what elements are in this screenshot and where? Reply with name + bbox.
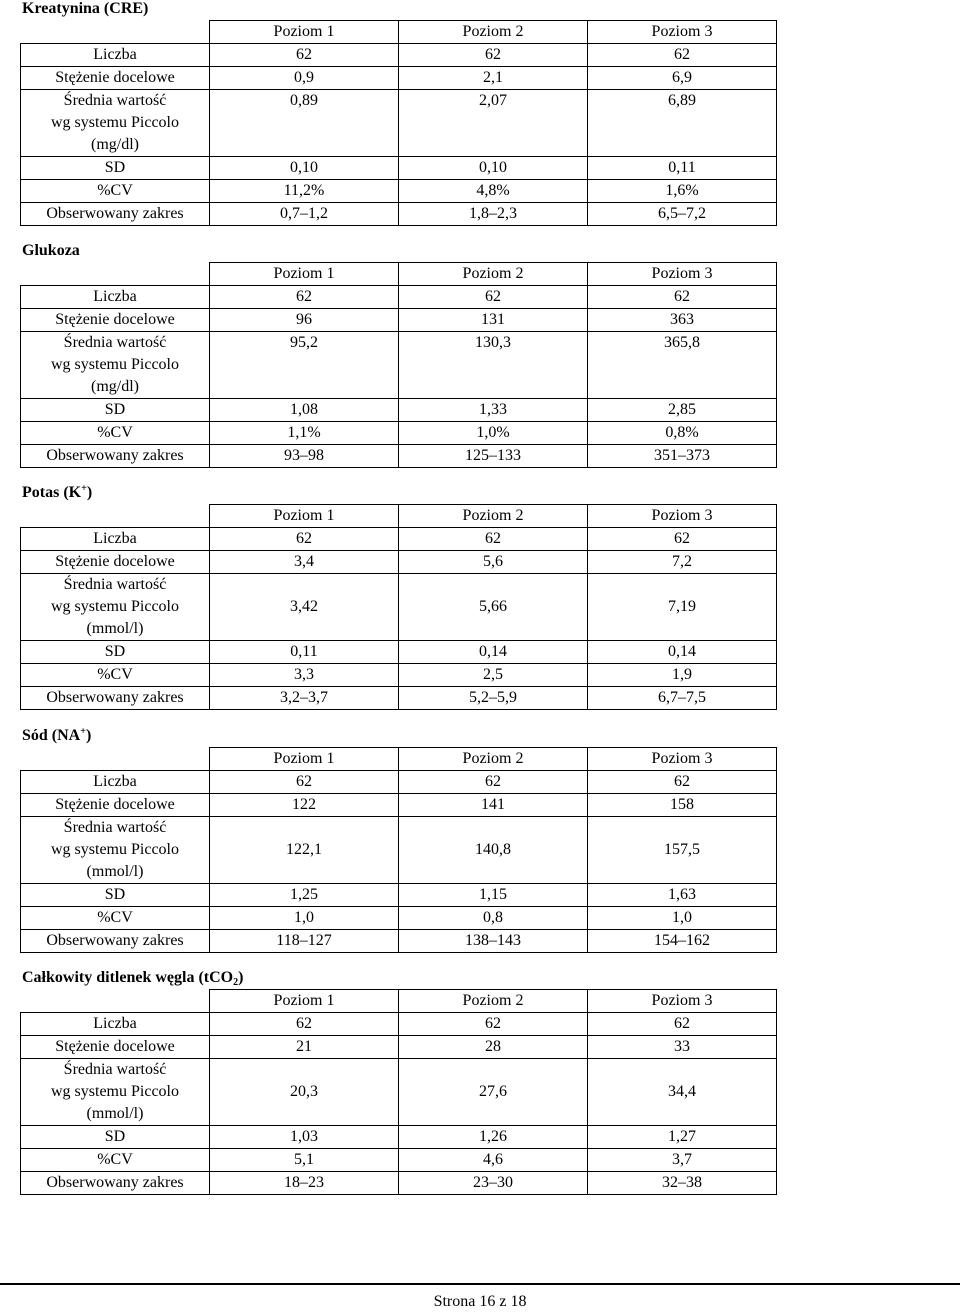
table-cell: 157,5 <box>588 817 777 884</box>
section-total-co2 <box>20 967 777 1195</box>
section-potassium <box>20 482 777 710</box>
table-cell: 6,9 <box>588 67 777 90</box>
table-cell: 122,1 <box>210 817 399 884</box>
row-label: %CV <box>21 664 210 687</box>
column-header: Poziom 1 <box>210 748 399 771</box>
table-cell: 1,9 <box>588 664 777 687</box>
table-cell: 62 <box>588 1013 777 1036</box>
table-cell: 0,11 <box>588 157 777 180</box>
column-header: Poziom 2 <box>399 990 588 1013</box>
row-cv <box>21 1149 777 1172</box>
row-label-line: Średnia wartość <box>63 576 167 593</box>
table-cell: 1,8–2,3 <box>399 203 588 226</box>
table-cell: 27,6 <box>399 1059 588 1126</box>
row-mean <box>21 90 777 157</box>
column-header: Poziom 1 <box>210 263 399 286</box>
section-title: Potas (K+) <box>22 483 93 501</box>
row-count <box>21 1013 777 1036</box>
row-label: %CV <box>21 422 210 445</box>
row-count <box>21 44 777 67</box>
page-number: Strona 16 z 18 <box>433 1293 527 1310</box>
row-label-line: Średnia wartość <box>63 92 167 109</box>
row-count <box>21 528 777 551</box>
table-cell: 363 <box>588 309 777 332</box>
table-cell: 0,8 <box>399 907 588 930</box>
section-creatinine <box>20 0 777 226</box>
row-label <box>21 90 210 157</box>
row-label: Obserwowany zakres <box>21 930 210 953</box>
row-count <box>21 771 777 794</box>
row-label-line: wg systemu Piccolo <box>51 356 179 373</box>
row-target <box>21 67 777 90</box>
header-row <box>21 505 777 528</box>
table-cell: 62 <box>399 771 588 794</box>
row-label: SD <box>21 399 210 422</box>
table-cell: 158 <box>588 794 777 817</box>
table-cell: 62 <box>588 528 777 551</box>
row-mean <box>21 1059 777 1126</box>
row-label: Stężenie docelowe <box>21 67 210 90</box>
table-cell: 2,5 <box>399 664 588 687</box>
row-label: Stężenie docelowe <box>21 1036 210 1059</box>
row-target <box>21 1036 777 1059</box>
table-cell: 20,3 <box>210 1059 399 1126</box>
table-cell: 0,14 <box>399 641 588 664</box>
table-cell: 0,10 <box>210 157 399 180</box>
table-cell: 62 <box>210 44 399 67</box>
section-title: Sód (NA+) <box>22 726 92 744</box>
table-cell: 0,89 <box>210 90 399 157</box>
row-target <box>21 794 777 817</box>
table-cell: 6,5–7,2 <box>588 203 777 226</box>
table-cell: 2,1 <box>399 67 588 90</box>
header-row <box>21 990 777 1013</box>
table-cell: 1,1% <box>210 422 399 445</box>
row-label-line: Średnia wartość <box>63 1061 167 1078</box>
row-label-unit: (mg/dl) <box>91 136 139 153</box>
table-cell: 1,08 <box>210 399 399 422</box>
table-cell: 62 <box>210 771 399 794</box>
row-mean <box>21 817 777 884</box>
table-cell: 140,8 <box>399 817 588 884</box>
table-cell: 28 <box>399 1036 588 1059</box>
table-cell: 2,07 <box>399 90 588 157</box>
column-header: Poziom 3 <box>588 748 777 771</box>
row-sd <box>21 1126 777 1149</box>
table-cell: 5,66 <box>399 574 588 641</box>
table-cell: 0,11 <box>210 641 399 664</box>
row-label: Liczba <box>21 44 210 67</box>
table-cell: 141 <box>399 794 588 817</box>
corner-cell <box>21 748 210 771</box>
header-row <box>21 21 777 44</box>
table-cell: 5,1 <box>210 1149 399 1172</box>
table-cell: 21 <box>210 1036 399 1059</box>
section-sodium <box>20 725 777 953</box>
table-cell: 3,7 <box>588 1149 777 1172</box>
table-cell: 125–133 <box>399 445 588 468</box>
section-title: Całkowity ditlenek węgla (tCO$_2$) <box>22 969 244 988</box>
row-range <box>21 445 777 468</box>
table-cell: 23–30 <box>399 1172 588 1195</box>
table-cell: 32–38 <box>588 1172 777 1195</box>
row-label-unit: (mmol/l) <box>86 863 144 880</box>
table-cell: 96 <box>210 309 399 332</box>
table-cell: 62 <box>399 528 588 551</box>
table-cell: 6,89 <box>588 90 777 157</box>
table-cell: 0,8% <box>588 422 777 445</box>
table-cell: 95,2 <box>210 332 399 399</box>
table-cell: 2,85 <box>588 399 777 422</box>
section-title: Kreatynina (CRE) <box>22 0 149 17</box>
row-range <box>21 203 777 226</box>
table-cell: 3,2–3,7 <box>210 687 399 710</box>
table-cell: 62 <box>210 528 399 551</box>
row-count <box>21 286 777 309</box>
table-cell: 6,7–7,5 <box>588 687 777 710</box>
row-label-line: wg systemu Piccolo <box>51 598 179 615</box>
table-cell: 1,0 <box>588 907 777 930</box>
row-label <box>21 817 210 884</box>
column-header: Poziom 3 <box>588 505 777 528</box>
row-label: Liczba <box>21 771 210 794</box>
table-cell: 62 <box>399 44 588 67</box>
row-label-line: wg systemu Piccolo <box>51 1083 179 1100</box>
table-cell: 62 <box>210 1013 399 1036</box>
row-target <box>21 551 777 574</box>
row-range <box>21 930 777 953</box>
column-header: Poziom 2 <box>399 748 588 771</box>
table-cell: 11,2% <box>210 180 399 203</box>
table-cell: 118–127 <box>210 930 399 953</box>
results-table <box>20 262 777 468</box>
table-cell: 3,4 <box>210 551 399 574</box>
table-cell: 1,25 <box>210 884 399 907</box>
table-cell: 34,4 <box>588 1059 777 1126</box>
table-cell: 1,6% <box>588 180 777 203</box>
row-label: SD <box>21 641 210 664</box>
results-table <box>20 989 777 1195</box>
row-label: Stężenie docelowe <box>21 309 210 332</box>
row-label: Obserwowany zakres <box>21 203 210 226</box>
table-cell: 131 <box>399 309 588 332</box>
table-cell: 7,2 <box>588 551 777 574</box>
table-cell: 3,42 <box>210 574 399 641</box>
column-header: Poziom 2 <box>399 505 588 528</box>
row-label: Obserwowany zakres <box>21 445 210 468</box>
row-range <box>21 687 777 710</box>
results-table <box>20 747 777 953</box>
row-label-line: Średnia wartość <box>63 334 167 351</box>
table-cell: 138–143 <box>399 930 588 953</box>
row-label <box>21 1059 210 1126</box>
row-cv <box>21 422 777 445</box>
row-label: Liczba <box>21 528 210 551</box>
table-cell: 4,6 <box>399 1149 588 1172</box>
row-label: %CV <box>21 907 210 930</box>
table-cell: 1,0% <box>399 422 588 445</box>
table-cell: 18–23 <box>210 1172 399 1195</box>
column-header: Poziom 1 <box>210 990 399 1013</box>
row-target <box>21 309 777 332</box>
column-header: Poziom 2 <box>399 263 588 286</box>
row-label: %CV <box>21 180 210 203</box>
table-cell: 7,19 <box>588 574 777 641</box>
table-cell: 154–162 <box>588 930 777 953</box>
row-sd <box>21 399 777 422</box>
row-label: Liczba <box>21 1013 210 1036</box>
table-cell: 1,15 <box>399 884 588 907</box>
table-cell: 122 <box>210 794 399 817</box>
row-label: Stężenie docelowe <box>21 794 210 817</box>
column-header: Poziom 3 <box>588 263 777 286</box>
table-cell: 1,33 <box>399 399 588 422</box>
table-cell: 130,3 <box>399 332 588 399</box>
row-label-line: Średnia wartość <box>63 819 167 836</box>
table-cell: 1,03 <box>210 1126 399 1149</box>
section-glucose <box>20 240 777 468</box>
row-label: SD <box>21 1126 210 1149</box>
row-label: Stężenie docelowe <box>21 551 210 574</box>
row-label <box>21 332 210 399</box>
table-cell: 5,6 <box>399 551 588 574</box>
section-title: Glukoza <box>22 242 80 259</box>
row-sd <box>21 157 777 180</box>
row-label: Liczba <box>21 286 210 309</box>
table-cell: 62 <box>210 286 399 309</box>
row-cv <box>21 664 777 687</box>
table-cell: 1,27 <box>588 1126 777 1149</box>
column-header: Poziom 1 <box>210 505 399 528</box>
row-mean <box>21 574 777 641</box>
row-sd <box>21 884 777 907</box>
row-cv <box>21 180 777 203</box>
table-cell: 1,26 <box>399 1126 588 1149</box>
row-label-unit: (mg/dl) <box>91 378 139 395</box>
table-cell: 4,8% <box>399 180 588 203</box>
table-cell: 62 <box>399 286 588 309</box>
corner-cell <box>21 990 210 1013</box>
corner-cell <box>21 263 210 286</box>
column-header: Poziom 1 <box>210 21 399 44</box>
table-cell: 5,2–5,9 <box>399 687 588 710</box>
row-cv <box>21 907 777 930</box>
corner-cell <box>21 21 210 44</box>
row-label: %CV <box>21 1149 210 1172</box>
row-label: SD <box>21 884 210 907</box>
row-label-line: wg systemu Piccolo <box>51 114 179 131</box>
row-label: SD <box>21 157 210 180</box>
header-row <box>21 748 777 771</box>
row-mean <box>21 332 777 399</box>
table-cell: 1,0 <box>210 907 399 930</box>
footer-divider <box>0 1283 960 1285</box>
row-sd <box>21 641 777 664</box>
table-cell: 0,10 <box>399 157 588 180</box>
row-range <box>21 1172 777 1195</box>
table-cell: 351–373 <box>588 445 777 468</box>
table-cell: 1,63 <box>588 884 777 907</box>
table-cell: 3,3 <box>210 664 399 687</box>
table-cell: 365,8 <box>588 332 777 399</box>
table-cell: 62 <box>588 771 777 794</box>
row-label-unit: (mmol/l) <box>86 620 144 637</box>
row-label <box>21 574 210 641</box>
column-header: Poziom 3 <box>588 21 777 44</box>
table-cell: 0,14 <box>588 641 777 664</box>
table-cell: 33 <box>588 1036 777 1059</box>
row-label: Obserwowany zakres <box>21 687 210 710</box>
row-label: Obserwowany zakres <box>21 1172 210 1195</box>
table-cell: 93–98 <box>210 445 399 468</box>
table-cell: 62 <box>399 1013 588 1036</box>
table-cell: 0,9 <box>210 67 399 90</box>
row-label-unit: (mmol/l) <box>86 1105 144 1122</box>
table-cell: 0,7–1,2 <box>210 203 399 226</box>
row-label-line: wg systemu Piccolo <box>51 841 179 858</box>
results-table <box>20 20 777 226</box>
header-row <box>21 263 777 286</box>
results-table <box>20 504 777 710</box>
table-cell: 62 <box>588 44 777 67</box>
column-header: Poziom 2 <box>399 21 588 44</box>
table-cell: 62 <box>588 286 777 309</box>
column-header: Poziom 3 <box>588 990 777 1013</box>
corner-cell <box>21 505 210 528</box>
